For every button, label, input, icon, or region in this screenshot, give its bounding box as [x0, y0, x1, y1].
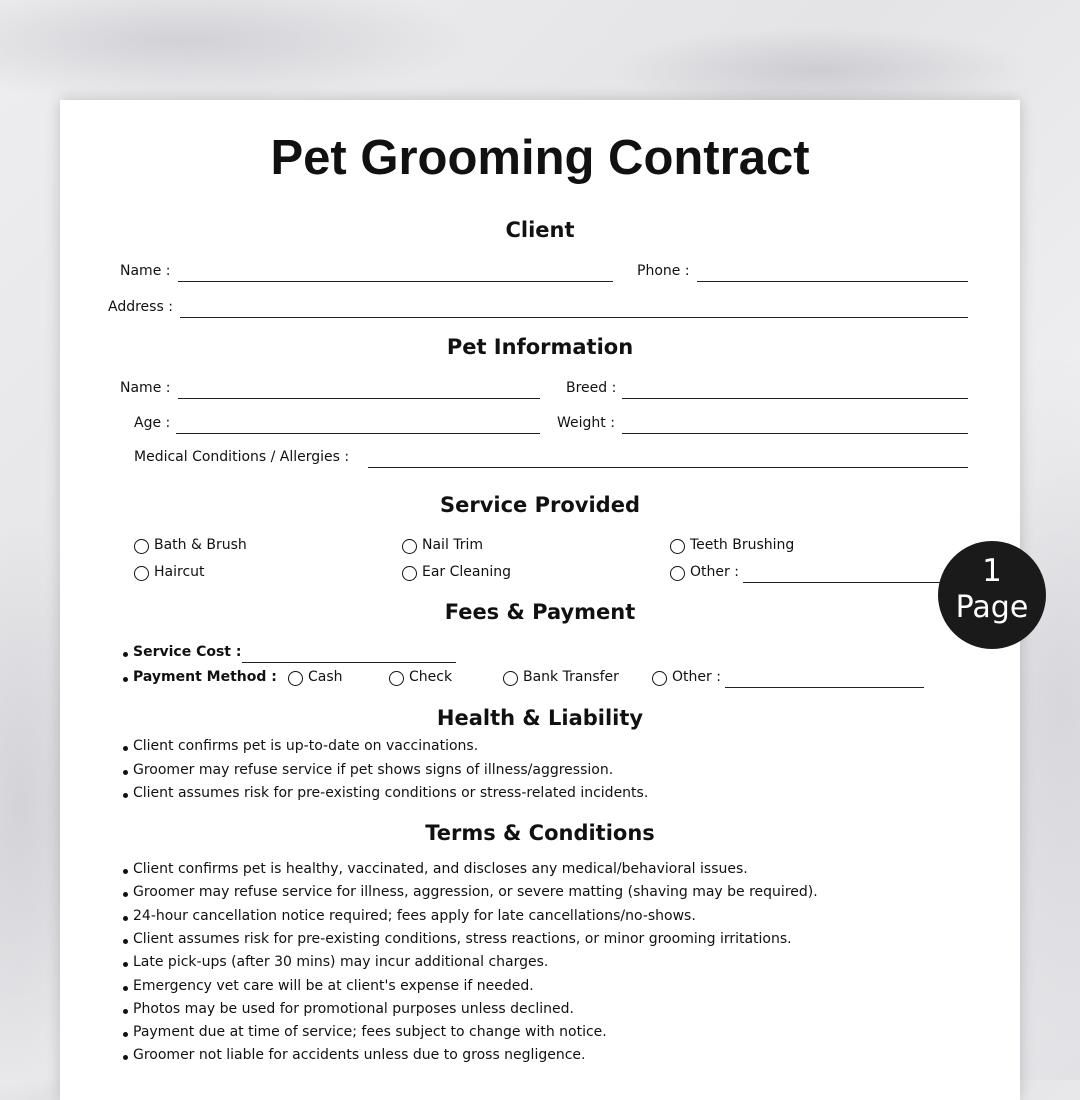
radio-payment-other[interactable]: [652, 671, 667, 686]
list-item: Client confirms pet is up-to-date on vaccinations.: [133, 738, 479, 754]
list-item: Groomer may refuse service if pet shows signs of illness/aggression.: [133, 761, 614, 778]
page-count-label: Page: [955, 590, 1029, 625]
bullet: [123, 793, 128, 798]
pet-breed-label: Breed :: [566, 380, 617, 396]
bullet: [123, 770, 128, 775]
page-count-badge: [938, 541, 1046, 649]
radio-haircut[interactable]: [134, 566, 149, 581]
radio-service-other[interactable]: [670, 566, 685, 581]
client-address-field[interactable]: [180, 317, 968, 318]
option-ear-cleaning: Ear Cleaning: [422, 564, 512, 580]
list-item: Late pick-ups (after 30 mins) may incur additional charges.: [133, 954, 549, 971]
list-item: Client assumes risk for pre-existing conditions, stress reactions, or minor grooming irritations.: [133, 930, 792, 947]
radio-check[interactable]: [389, 671, 404, 686]
pet-age-label: Age :: [134, 415, 171, 431]
bullet: [123, 1055, 128, 1060]
terms-heading: Terms & Conditions: [425, 821, 655, 845]
list-item: 24-hour cancellation notice required; fees apply for late cancellations/no-shows.: [133, 907, 696, 924]
radio-bank-transfer[interactable]: [503, 671, 518, 686]
client-name-label: Name :: [120, 263, 171, 279]
pet-weight-label: Weight :: [557, 415, 615, 431]
bullet: [123, 892, 128, 897]
option-teeth-brushing: Teeth Brushing: [690, 537, 795, 553]
radio-teeth-brushing[interactable]: [670, 539, 685, 554]
payment-other-field[interactable]: [725, 687, 924, 688]
list-item: Photos may be used for promotional purposes unless declined.: [133, 1000, 574, 1017]
client-phone-label: Phone :: [637, 263, 690, 279]
pet-heading: Pet Information: [446, 335, 634, 359]
option-payment-other: Other :: [672, 669, 721, 685]
page-title: Pet Grooming Contract: [270, 131, 810, 185]
option-haircut: Haircut: [154, 564, 205, 580]
option-service-other: Other :: [690, 564, 739, 580]
bullet: [123, 677, 128, 682]
bullet: [123, 962, 128, 967]
client-address-label: Address :: [108, 299, 173, 315]
pet-medical-label: Medical Conditions / Allergies :: [134, 449, 350, 465]
bullet: [123, 1032, 128, 1037]
payment-method-label: Payment Method :: [133, 669, 277, 685]
service-heading: Service Provided: [440, 493, 640, 517]
contract-page: [60, 100, 1020, 1100]
client-phone-field[interactable]: [697, 281, 968, 282]
pet-name-label: Name :: [120, 380, 171, 396]
pet-age-field[interactable]: [176, 433, 540, 434]
list-item: Groomer not liable for accidents unless due to gross negligence.: [133, 1047, 586, 1064]
radio-ear-cleaning[interactable]: [402, 566, 417, 581]
option-bank-transfer: Bank Transfer: [523, 669, 619, 685]
pet-breed-field[interactable]: [622, 398, 968, 399]
bullet: [123, 869, 128, 874]
radio-cash[interactable]: [288, 671, 303, 686]
option-check: Check: [409, 669, 453, 685]
bullet: [123, 652, 128, 657]
radio-bath-brush[interactable]: [134, 539, 149, 554]
bullet: [123, 746, 128, 751]
option-bath-brush: Bath & Brush: [154, 537, 247, 553]
list-item: Groomer may refuse service for illness, aggression, or severe matting (shaving may be required).: [133, 884, 818, 901]
service-other-field[interactable]: [743, 582, 943, 583]
radio-nail-trim[interactable]: [402, 539, 417, 554]
list-item: Client confirms pet is healthy, vaccinated, and discloses any medical/behavioral issues.: [133, 861, 748, 877]
bullet: [123, 1009, 128, 1014]
bullet: [123, 986, 128, 991]
option-cash: Cash: [308, 669, 343, 685]
service-cost-label: Service Cost :: [133, 644, 242, 660]
pet-weight-field[interactable]: [622, 433, 968, 434]
service-cost-field[interactable]: [242, 662, 456, 663]
bullet: [123, 939, 128, 944]
list-item: Emergency vet care will be at client's expense if needed.: [133, 977, 534, 994]
client-heading: Client: [505, 218, 575, 242]
list-item: Payment due at time of service; fees subject to change with notice.: [133, 1024, 607, 1041]
list-item: Client assumes risk for pre-existing conditions or stress-related incidents.: [133, 785, 649, 801]
fees-heading: Fees & Payment: [444, 600, 636, 624]
client-name-field[interactable]: [178, 281, 613, 282]
pet-name-field[interactable]: [178, 398, 540, 399]
pet-medical-field[interactable]: [368, 467, 968, 468]
health-heading: Health & Liability: [436, 706, 644, 730]
option-nail-trim: Nail Trim: [422, 537, 484, 553]
page-count-number: 1: [982, 553, 1002, 589]
bullet: [123, 916, 128, 921]
